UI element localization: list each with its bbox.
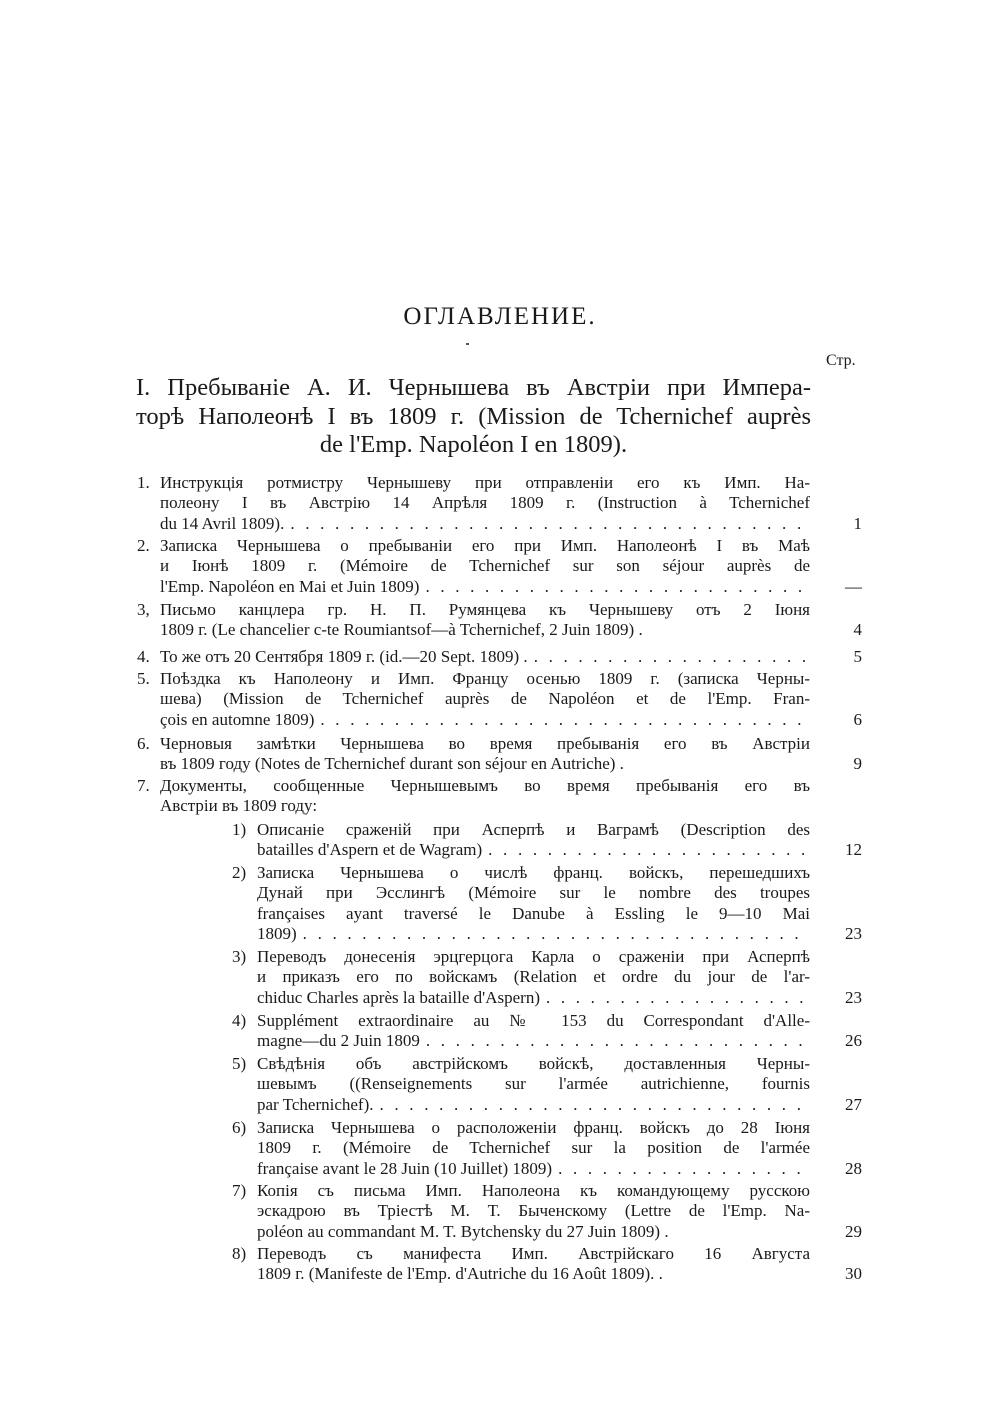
section-heading-line: торѣ Наполеонѣ I въ 1809 г. (Mission de Tchernichef auprès (136, 402, 811, 430)
toc-entry (232, 1181, 862, 1242)
entry-line: Копія съ письма Имп. Наполеона къ командующему русскою (257, 1181, 810, 1200)
entry-page-number: 5 (853, 647, 862, 666)
entry-line-text: française avant le 28 Juin (10 Juillet) 1809) (257, 1158, 553, 1178)
entry-number: 7) (232, 1181, 247, 1200)
entry-line (257, 1264, 810, 1284)
toc-entry (232, 1054, 862, 1115)
entry-page-number: 12 (845, 840, 862, 860)
dot-leader (540, 988, 810, 1008)
entry-line: Свѣдѣнія объ австрійскомъ войскѣ, доставленныя Черны- (257, 1054, 810, 1073)
entry-line-text: То же отъ 20 Сентября 1809 г. (id.—20 Sept. 1809) . (160, 647, 528, 666)
toc-entry (137, 647, 862, 667)
entry-line-text: par Tchernichef). (257, 1094, 374, 1114)
entry-page-number: 26 (845, 1031, 862, 1051)
toc-entry (232, 947, 862, 1008)
toc-entry (232, 863, 862, 945)
entry-number: 3, (137, 600, 150, 619)
entry-number: 8) (232, 1244, 247, 1263)
entry-line: шева) (Mission de Tchernichef auprès de Napoléon et de l'Emp. Fran- (160, 689, 810, 709)
entry-line (257, 1095, 810, 1115)
toc-entry (137, 776, 862, 817)
entry-line-text: magne—du 2 Juin 1809 (257, 1031, 420, 1051)
entry-page-number: 1 (853, 513, 862, 533)
dot-leader (552, 1159, 810, 1179)
toc-entry (232, 820, 862, 861)
section-heading-line: de l'Emp. Napoléon I en 1809). (319, 431, 628, 458)
toc-entry (137, 600, 862, 641)
entry-number: 2. (137, 536, 150, 555)
entry-line: Записка Чернышева о расположеніи франц. войскъ до 28 Іюня (257, 1118, 810, 1137)
entry-line: Поѣздка къ Наполеону и Имп. Францу осенью 1809 г. (записка Черны- (160, 669, 810, 688)
entry-line-text: въ 1809 году (Notes de Tchernichef durant son séjour en Autriche) . (160, 754, 624, 774)
entry-line-text: 1809 г. (Le chancelier c-te Roumiantsof—à Tchernichef, 2 Juin 1809) . (160, 620, 643, 640)
entry-line: françaises ayant traversé le Danube à Essling le 9—10 Mai (257, 903, 810, 923)
entry-line: Переводъ донесенія эрцгерцога Карла о сраженіи при Асперпѣ (257, 947, 810, 966)
entry-page-number: 30 (845, 1264, 862, 1284)
entry-line (257, 1159, 810, 1179)
entry-number: 5) (232, 1054, 247, 1073)
toc-entry (137, 473, 862, 534)
dot-leader (314, 710, 810, 730)
entry-line (257, 924, 810, 944)
entry-number: 1. (137, 473, 150, 492)
entry-line (160, 710, 810, 730)
section-heading (136, 374, 811, 460)
entry-line: Переводъ съ манифеста Имп. Австрійскаго 16 Августа (257, 1244, 810, 1263)
toc-entry (232, 1118, 862, 1179)
entry-page-number: 4 (853, 620, 862, 640)
entry-number: 5. (137, 669, 150, 688)
entry-line-text: du 14 Avril 1809). (160, 513, 285, 533)
dot-leader (624, 754, 810, 774)
entry-line (257, 840, 810, 860)
dot-leader (482, 840, 810, 860)
entry-line (257, 1031, 810, 1051)
entry-page-number: 23 (845, 987, 862, 1007)
section-heading-line: I. Пребываніе А. И. Чернышева въ Австріи при Импера- (136, 374, 811, 401)
dot-leader (374, 1095, 811, 1115)
entry-line: шевымъ ((Renseignements sur l'armée autrichienne, fournis (257, 1074, 810, 1094)
entry-line: Дунай при Эсслингѣ (Mémoire sur le nombre des troupes (257, 883, 810, 903)
dot-leader (420, 1031, 810, 1051)
page-title: ОГЛАВЛЕНИЕ. (403, 303, 597, 330)
entry-number: 2) (232, 863, 247, 882)
entry-page-number: 29 (845, 1221, 862, 1241)
entry-line: и Іюнѣ 1809 г. (Mémoire de Tchernichef sur son séjour auprès de (160, 556, 810, 576)
print-speck (466, 343, 469, 345)
entry-page-number: 27 (845, 1094, 862, 1114)
entry-line-text: Австріи въ 1809 году: (160, 796, 318, 816)
dot-leader (669, 1222, 810, 1242)
dot-leader (528, 647, 810, 667)
entry-line (137, 647, 810, 667)
entry-line: Инструкція ротмистру Чернышеву при отправленіи его къ Имп. На- (160, 473, 810, 492)
entry-line-text: l'Emp. Napoléon en Mai et Juin 1809) (160, 576, 420, 596)
entry-line (160, 577, 810, 597)
toc-entry (137, 536, 862, 597)
entry-number: 4. (137, 647, 150, 666)
entry-line-text: batailles d'Aspern et de Wagram) (257, 840, 483, 860)
entry-line-text: 1809) (257, 924, 297, 944)
entry-line: полеону I въ Австрію 14 Апрѣля 1809 г. (Instruction à Tchernichef (160, 493, 810, 513)
entry-number: 4) (232, 1011, 247, 1030)
entry-line (160, 796, 810, 816)
toc-entry (137, 734, 862, 775)
entry-line (160, 754, 810, 774)
entry-line: Описаніе сраженій при Асперпѣ и Ваграмѣ (Description des (257, 820, 810, 839)
entry-line (257, 1222, 810, 1242)
entry-line-text: poléon au commandant M. T. Bytchensky du 27 Juin 1809) . (257, 1221, 669, 1241)
entry-line: Записка Чернышева о пребываніи его при Имп. Наполеонѣ I въ Маѣ (160, 536, 810, 555)
entry-page-number: 28 (845, 1158, 862, 1178)
entry-line-text: çois en automne 1809) (160, 709, 315, 729)
entry-line (160, 514, 810, 534)
entry-line (257, 988, 810, 1008)
entry-number: 6) (232, 1118, 247, 1137)
entry-number: 6. (137, 734, 150, 753)
entry-line: 1809 г. (Mémoire de Tchernichef sur la position de l'armée (257, 1138, 810, 1158)
dot-leader (317, 796, 810, 816)
entry-line: эскадрою въ Тріестѣ М. Т. Быченскому (Lettre de l'Emp. Na- (257, 1201, 810, 1221)
entry-line: Записка Чернышева о числѣ франц. войскъ, перешедшихъ (257, 863, 810, 882)
dot-leader (419, 577, 810, 597)
toc-entry (137, 669, 862, 730)
entry-page-number: 23 (845, 924, 862, 944)
entry-line: Supplément extraordinaire au № 153 du Correspondant d'Alle- (257, 1011, 810, 1030)
entry-line: Черновыя замѣтки Чернышева во время пребыванія его въ Австріи (160, 734, 810, 753)
entry-line-text: chiduc Charles après la bataille d'Aspern) (257, 987, 540, 1007)
entry-line-text: 1809 г. (Manifeste de l'Emp. d'Autriche du 16 Août 1809). . (257, 1264, 663, 1284)
entry-line: и приказъ его по войскамъ (Relation et ordre du jour de l'ar- (257, 967, 810, 987)
dot-leader (663, 1264, 810, 1284)
entry-line: Документы, сообщенные Чернышевымъ во время пребыванія его въ (160, 776, 810, 795)
entry-number: 1) (232, 820, 247, 839)
entry-number: 3) (232, 947, 247, 966)
page-column-label: Стр. (826, 352, 856, 369)
dot-leader (297, 924, 810, 944)
entry-line (160, 620, 810, 640)
entry-page-number: 6 (853, 709, 862, 729)
dot-leader (643, 620, 810, 640)
entry-page-number: 9 (853, 754, 862, 774)
dot-leader (284, 514, 810, 534)
entry-line: Письмо канцлера гр. Н. П. Румянцева къ Чернышеву отъ 2 Іюня (160, 600, 810, 619)
toc-entry (232, 1244, 862, 1285)
entry-number: 7. (137, 776, 150, 795)
entry-page-number: — (845, 576, 862, 596)
toc-entry (232, 1011, 862, 1052)
